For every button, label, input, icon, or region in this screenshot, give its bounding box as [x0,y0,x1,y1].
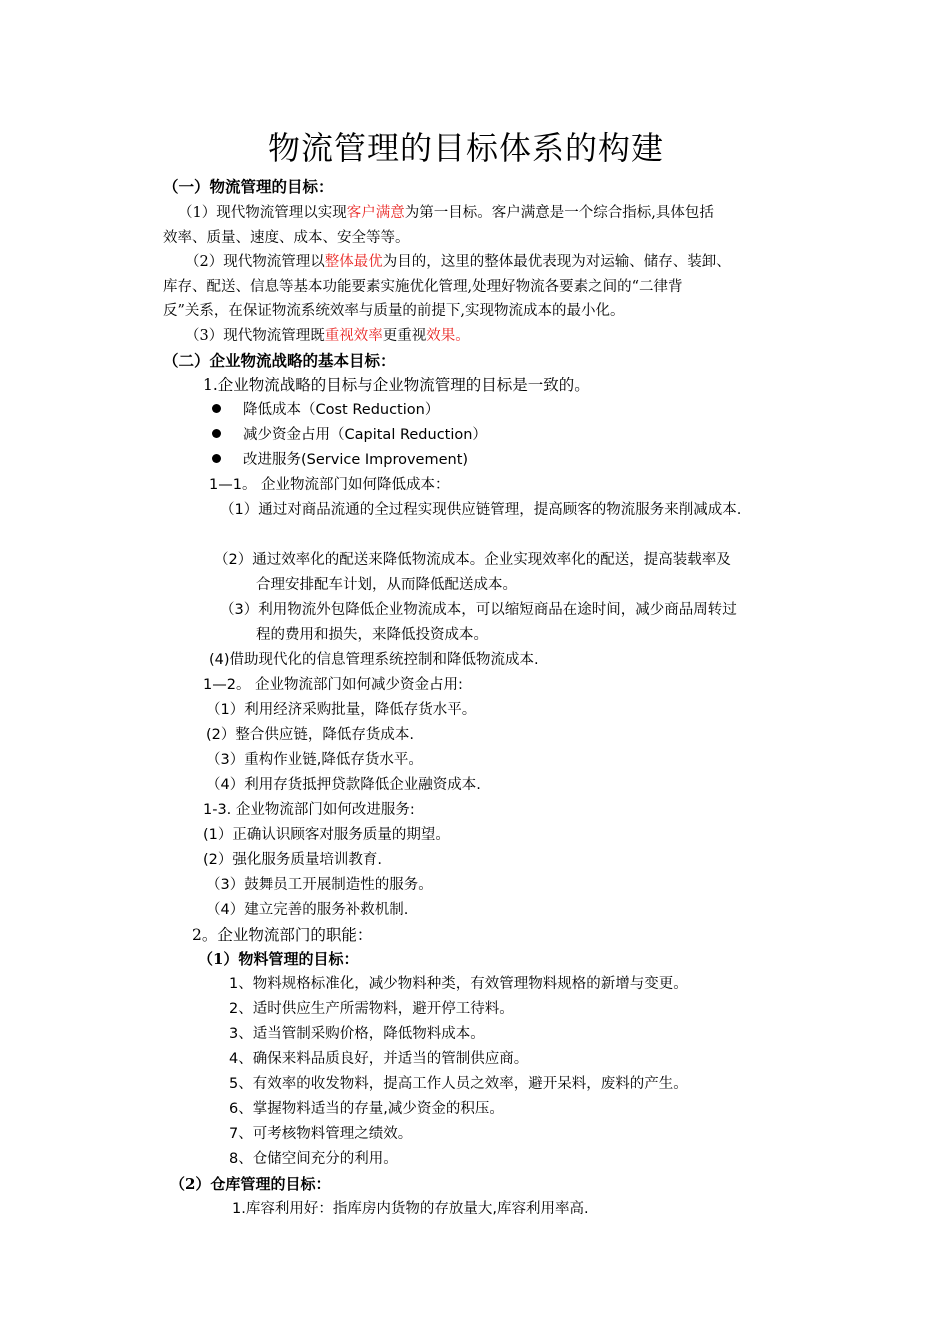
s1-paragraph-2-line-2: 库存、配送、信息等基本功能要素实施优化管理,处理好物流各要素之间的“二律背 [163,279,683,295]
section-2-heading: （二）企业物流战略的基本目标： [163,351,396,370]
highlight-effect: 效果。 [426,328,470,344]
highlight-overall-optimum: 整体最优 [324,254,383,270]
s12-item: （4）利用存货抵押贷款降低企业融资成本. [206,777,481,793]
highlight-customer-satisfaction: 客户满意 [346,205,405,221]
bullet-icon [212,429,221,438]
section-1-heading: （一）物流管理的目标： [163,177,334,196]
s1-paragraph-3: （3）现代物流管理既重视效率更重视效果。 [185,328,470,344]
material-item: 4、确保来料品质良好，并适当的管制供应商。 [229,1051,529,1067]
bullet-item: 改进服务(Service Improvement) [212,450,468,470]
document-title: 物流管理的目标体系的构建 [268,129,665,167]
highlight-efficiency: 重视效率 [324,328,383,344]
subsection-1-1-heading: 1—1。 企业物流部门如何降低成本： [209,477,450,493]
s12-item: (2）整合供应链，降低存货成本. [206,727,414,743]
s1-paragraph-2-line-1: （2）现代物流管理以整体最优为目的，这里的整体最优表现为对运输、储存、装卸、 [185,254,731,270]
s13-item: (2）强化服务质量培训教育. [203,852,382,868]
s1-paragraph-2-line-3: 反”关系，在保证物流系统效率与质量的前提下,实现物流成本的最小化。 [163,303,625,319]
s11-item-3: （3）利用物流外包降低企业物流成本，可以缩短商品在途时间，减少商品周转过 [220,602,737,618]
s11-item-4: (4)借助现代化的信息管理系统控制和降低物流成本. [209,652,539,668]
subsection-1-2-heading: 1—2。 企业物流部门如何减少资金占用: [203,677,463,693]
material-item: 7、可考核物料管理之绩效。 [229,1126,413,1142]
bullet-item: 降低成本（Cost Reduction） [212,400,439,420]
warehouse-item: 1.库容利用好：指库房内货物的存放量大,库容利用率高. [232,1201,589,1217]
subsection-1-3-heading: 1-3. 企业物流部门如何改进服务: [203,802,415,818]
material-management-heading: （1）物料管理的目标： [198,950,359,968]
s1-paragraph-1-line-2: 效率、质量、速度、成本、安全等等。 [163,230,410,246]
material-item: 6、掌握物料适当的存量,减少资金的积压。 [229,1101,504,1117]
s13-item: (1）正确认识顾客对服务质量的期望。 [203,827,450,843]
bullet-item: 减少资金占用（Capital Reduction） [212,425,487,445]
material-item: 3、适当管制采购价格，降低物料成本。 [229,1026,485,1042]
bullet-icon [212,404,221,413]
warehouse-management-heading: （2）仓库管理的目标： [170,1175,331,1193]
material-item: 8、仓储空间充分的利用。 [229,1151,398,1167]
s13-item: （4）建立完善的服务补救机制. [206,902,409,918]
bullet-icon [212,454,221,463]
s2-line-1: 1.企业物流战略的目标与企业物流管理的目标是一致的。 [203,376,590,394]
material-item: 2、适时供应生产所需物料，避开停工待料。 [229,1001,514,1017]
s11-item-1: （1）通过对商品流通的全过程实现供应链管理，提高顾客的物流服务来削减成本. [220,502,742,518]
s11-item-2: （2）通过效率化的配送来降低物流成本。企业实现效率化的配送，提高装载率及 [214,552,731,568]
material-item: 5、有效率的收发物料，提高工作人员之效率，避开呆料，废料的产生。 [229,1076,688,1092]
s13-item: （3）鼓舞员工开展制造性的服务。 [206,877,433,893]
material-item: 1、物料规格标准化，减少物料种类，有效管理物料规格的新增与变更。 [229,976,688,992]
s11-item-3-cont: 程的费用和损失，来降低投资成本。 [256,627,488,643]
s12-item: （1）利用经济采购批量，降低存货水平。 [206,702,477,718]
s2-line-2: 2。企业物流部门的职能： [192,926,373,944]
s1-paragraph-1-line-1: （1）现代物流管理以实现客户满意为第一目标。客户满意是一个综合指标,具体包括 [178,205,714,221]
s12-item: （3）重构作业链,降低存货水平。 [206,752,423,768]
s11-item-2-cont: 合理安排配车计划，从而降低配送成本。 [256,577,517,593]
